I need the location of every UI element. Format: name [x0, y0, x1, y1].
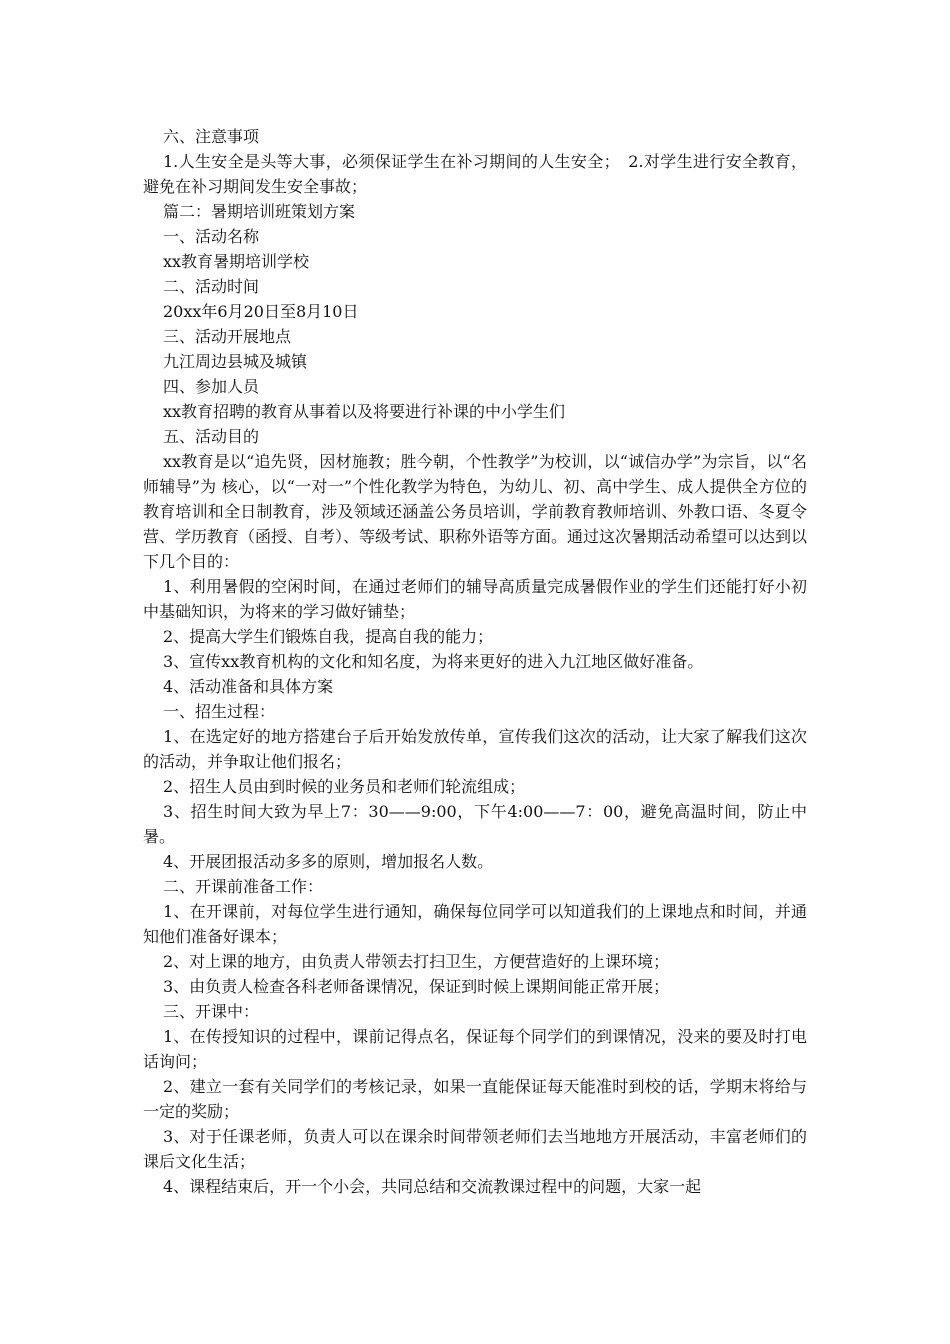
paragraph-enrollment-3: 3、招生时间大致为早上7：30——9:00，下午4:00——7：00，避免高温时间，防止中暑。 — [143, 802, 807, 846]
paragraph-safety: 1.人生安全是头等大事，必须保证学生在补习期间的人生安全； 2.对学生进行安全教育，避免在补习期间发生安全事故； — [143, 152, 807, 196]
paragraph-pre-class-3: 3、由负责人检查各科老师备课情况，保证到时候上课期间能正常开展； — [163, 977, 670, 996]
heading-activity-location: 三、活动开展地点 — [163, 327, 292, 346]
paragraph-enrollment-2: 2、招生人员由到时候的业务员和老师们轮流组成； — [163, 777, 526, 796]
heading-activity-name: 一、活动名称 — [163, 227, 260, 246]
heading-pre-class: 二、开课前准备工作： — [163, 877, 324, 896]
heading-enrollment: 一、招生过程： — [163, 702, 276, 721]
paragraph-purpose-intro: xx教育是以“追先贤，因材施教；胜今朝，个性教学”为校训，以“诚信办学”为宗旨，以“名师辅导”为 核心，以“一对一”个性化教学为特色，为幼儿、初、高中学生、成人提供全方位的教育培训和全日制教育，涉及领域还涵盖公务员培训，学前教育教师培训、外教口语、冬夏令营、学历教育（函授、自考）、等级考试、职称外语等方面。通过这次暑期活动希望可以达到以下几个目的： — [143, 452, 808, 571]
paragraph-activity-name: xx教育暑期培训学校 — [163, 252, 310, 271]
paragraph-purpose-2: 2、提高大学生们锻炼自我，提高自我的能力； — [163, 627, 494, 646]
heading-activity-purpose: 五、活动目的 — [163, 427, 260, 446]
paragraph-participants: xx教育招聘的教育从事着以及将要进行补课的中小学生们 — [163, 402, 566, 421]
heading-during-class: 三、开课中： — [163, 1002, 260, 1021]
paragraph-activity-location: 九江周边县城及城镇 — [163, 352, 308, 371]
paragraph-purpose-3: 3、宣传xx教育机构的文化和知名度，为将来更好的进入九江地区做好准备。 — [163, 652, 704, 671]
paragraph-during-class-1: 1、在传授知识的过程中，课前记得点名，保证每个同学们的到课情况，没来的要及时打电话询问； — [143, 1027, 807, 1071]
heading-activity-time: 二、活动时间 — [163, 277, 260, 296]
paragraph-activity-time: 20xx年6月20日至8月10日 — [163, 302, 359, 321]
paragraph-pre-class-1: 1、在开课前，对每位学生进行通知，确保每位同学可以知道我们的上课地点和时间，并通知他们准备好课本； — [143, 902, 807, 946]
paragraph-enrollment-4: 4、开展团报活动多多的原则，增加报名人数。 — [163, 852, 494, 871]
paragraph-during-class-2: 2、建立一套有关同学们的考核记录，如果一直能保证每天能准时到校的话，学期末将给与一定的奖励； — [143, 1077, 807, 1121]
paragraph-pre-class-2: 2、对上课的地方，由负责人带领去打扫卫生，方便营造好的上课环境； — [163, 952, 670, 971]
paragraph-enrollment-1: 1、在选定好的地方搭建台子后开始发放传单，宣传我们这次的活动，让大家了解我们这次的活动，并争取让他们报名； — [143, 727, 807, 771]
paragraph-during-class-3: 3、对于任课老师，负责人可以在课余时间带领老师们去当地地方开展活动，丰富老师们的课后文化生活； — [143, 1127, 807, 1171]
paragraph-purpose-1: 1、利用暑假的空闲时间，在通过老师们的辅导高质量完成暑假作业的学生们还能打好小初中基础知识，为将来的学习做好铺垫； — [143, 577, 807, 621]
heading-participants: 四、参加人员 — [163, 377, 260, 396]
paragraph-during-class-4: 4、课程结束后，开一个小会，共同总结和交流教课过程中的问题，大家一起 — [163, 1177, 702, 1196]
heading-notes: 六、注意事项 — [163, 127, 260, 146]
heading-preparation-plan: 4、活动准备和具体方案 — [163, 677, 334, 696]
document-page — [143, 124, 807, 1199]
heading-part-two: 篇二：暑期培训班策划方案 — [163, 202, 356, 221]
